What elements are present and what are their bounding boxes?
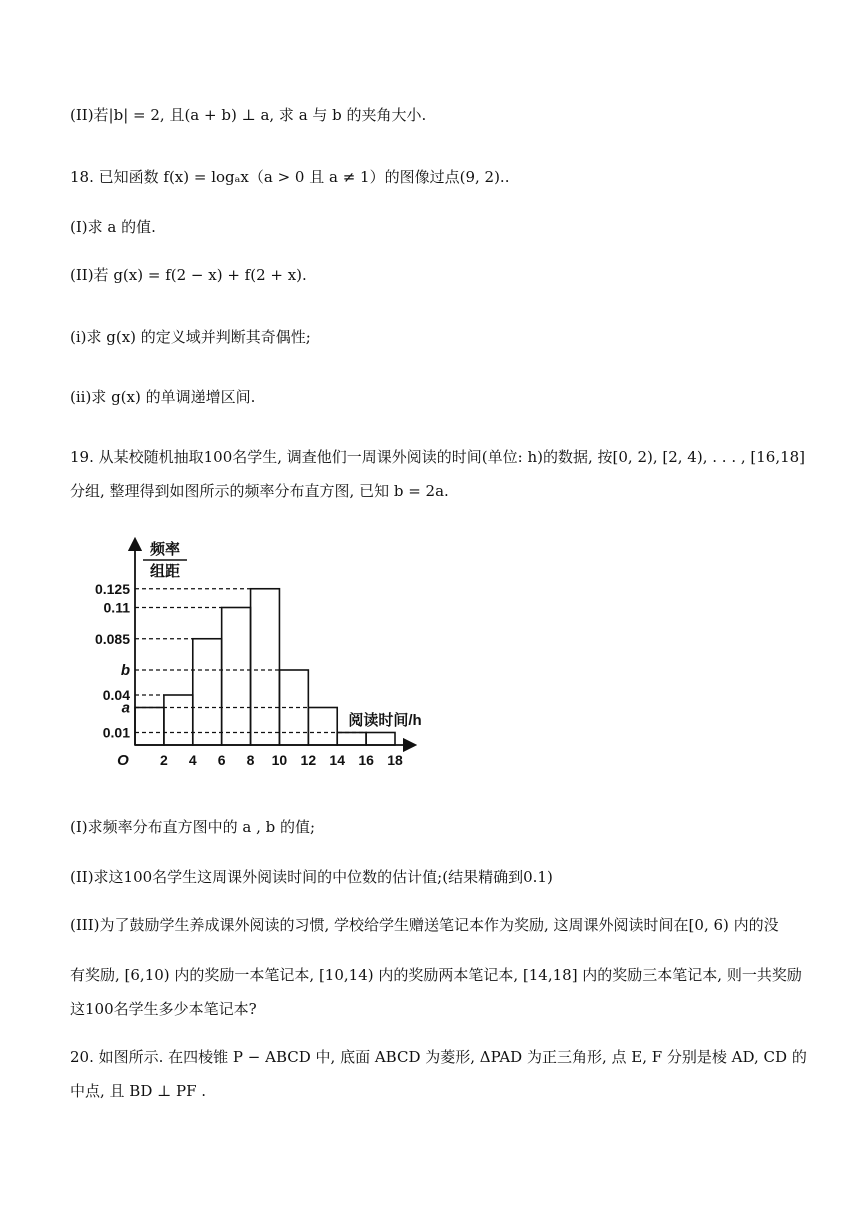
x-axis-label: 阅读时间/h: [348, 712, 422, 729]
x-tick-label-7: 16: [358, 752, 374, 768]
y-axis-label-top: 频率: [149, 541, 181, 558]
histogram-bar-3: [222, 608, 251, 746]
histogram-bar-4: [251, 589, 280, 745]
x-tick-label-4: 10: [271, 752, 288, 768]
q20-stem-line2: 中点, 且 BD ⊥ PF .: [70, 1082, 207, 1100]
frequency-histogram: [80, 530, 480, 780]
y-tick-label-2: 0.085: [94, 630, 130, 647]
x-tick-label-5: 12: [300, 752, 317, 768]
x-tick-label-8: 18: [387, 752, 403, 768]
y-tick-label-1: 0.11: [103, 599, 130, 616]
histogram-bar-7: [337, 733, 366, 746]
q18-stem: 18. 已知函数 f(x) = logₐx（a > 0 且 a ≠ 1）的图像过点(9, 2)..: [70, 168, 510, 186]
histogram-bar-0: [135, 708, 164, 746]
q18-part2: (II)若 g(x) = f(2 − x) + f(2 + x).: [70, 266, 307, 284]
y-tick-label-6: 0.01: [102, 724, 130, 741]
q19-stem-line2: 分组, 整理得到如图所示的频率分布直方图, 已知 b = 2a.: [70, 482, 449, 500]
y-tick-label-0: 0.125: [94, 580, 130, 597]
x-tick-label-0: 2: [159, 752, 168, 768]
histogram-bar-8: [366, 733, 395, 746]
histogram-bar-1: [164, 695, 193, 745]
q17-part2: (II)若|b| = 2, 且(a + b) ⊥ a, 求 a 与 b 的夹角大小.: [70, 106, 427, 124]
y-tick-label-5: a: [121, 699, 130, 717]
y-tick-label-4: 0.04: [102, 687, 130, 703]
x-tick-label-6: 14: [329, 752, 346, 768]
x-tick-label-1: 4: [188, 752, 197, 768]
q19-part3-line2: 有奖励, [6,10) 内的奖励一本笔记本, [10,14) 内的奖励两本笔记本, [14,18] 内的奖励三本笔记本, 则一共奖励: [70, 966, 802, 984]
q19-part3-line1: (III)为了鼓励学生养成课外阅读的习惯, 学校给学生赠送笔记本作为奖励, 这周课外阅读时间在[0, 6) 内的没: [70, 916, 779, 934]
q20-stem-line1: 20. 如图所示. 在四棱锥 P − ABCD 中, 底面 ABCD 为菱形, ΔPAD 为正三角形, 点 E, F 分别是棱 AD, CD 的: [70, 1048, 807, 1066]
origin-label: O: [117, 752, 129, 769]
q18-part2-ii: (ii)求 g(x) 的单调递增区间.: [70, 388, 256, 406]
q19-part3-line3: 这100名学生多少本笔记本?: [70, 1000, 257, 1018]
x-tick-label-2: 6: [217, 752, 226, 768]
y-tick-label-3: b: [120, 662, 130, 679]
histogram-bar-2: [193, 639, 222, 745]
q19-stem-line1: 19. 从某校随机抽取100名学生, 调查他们一周课外阅读的时间(单位: h)的数据, 按[0, 2), [2, 4), . . . , [16,18]: [70, 448, 806, 466]
q18-part2-i: (i)求 g(x) 的定义域并判断其奇偶性;: [70, 328, 311, 346]
q19-part2: (II)求这100名学生这周课外阅读时间的中位数的估计值;(结果精确到0.1): [70, 868, 553, 886]
x-tick-label-3: 8: [246, 752, 255, 768]
histogram-bar-6: [308, 708, 337, 746]
q18-part1: (I)求 a 的值.: [70, 218, 156, 236]
q19-part1: (I)求频率分布直方图中的 a , b 的值;: [70, 818, 316, 836]
y-axis-label-bottom: 组距: [149, 563, 181, 580]
